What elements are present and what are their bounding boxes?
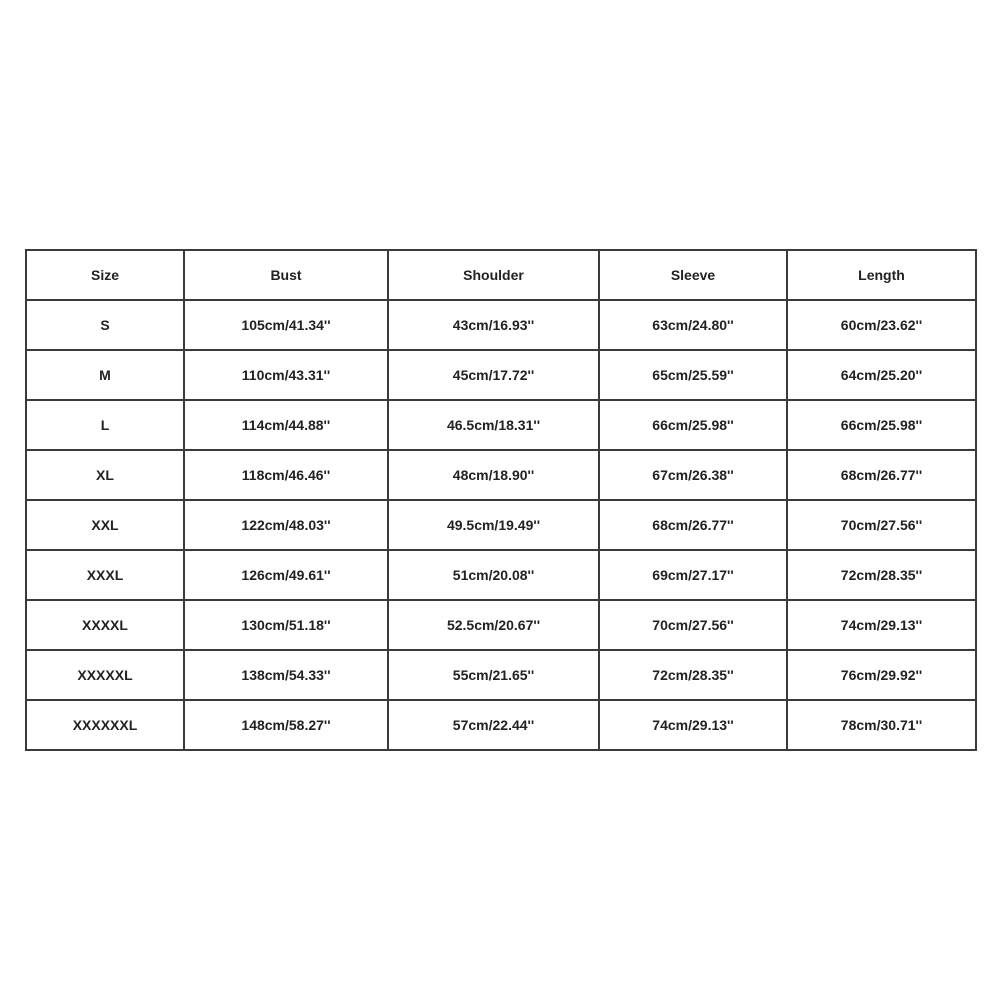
- cell-size: XXL: [26, 500, 184, 550]
- cell-bust: 122cm/48.03'': [184, 500, 388, 550]
- cell-size: XL: [26, 450, 184, 500]
- header-shoulder: Shoulder: [388, 250, 599, 300]
- cell-length: 68cm/26.77'': [787, 450, 976, 500]
- cell-bust: 130cm/51.18'': [184, 600, 388, 650]
- cell-size: XXXXXXL: [26, 700, 184, 750]
- table-header-row: [26, 250, 976, 300]
- cell-size: S: [26, 300, 184, 350]
- table-row: [26, 600, 976, 650]
- cell-bust: 105cm/41.34'': [184, 300, 388, 350]
- cell-size: L: [26, 400, 184, 450]
- cell-sleeve: 63cm/24.80'': [599, 300, 787, 350]
- table-row: [26, 400, 976, 450]
- header-bust: Bust: [184, 250, 388, 300]
- cell-shoulder: 52.5cm/20.67'': [388, 600, 599, 650]
- cell-size: XXXL: [26, 550, 184, 600]
- cell-shoulder: 45cm/17.72'': [388, 350, 599, 400]
- table-body: [26, 300, 976, 750]
- cell-sleeve: 68cm/26.77'': [599, 500, 787, 550]
- cell-length: 66cm/25.98'': [787, 400, 976, 450]
- cell-shoulder: 48cm/18.90'': [388, 450, 599, 500]
- table-row: [26, 450, 976, 500]
- cell-size: M: [26, 350, 184, 400]
- cell-bust: 126cm/49.61'': [184, 550, 388, 600]
- cell-length: 74cm/29.13'': [787, 600, 976, 650]
- cell-shoulder: 43cm/16.93'': [388, 300, 599, 350]
- cell-shoulder: 46.5cm/18.31'': [388, 400, 599, 450]
- table-row: [26, 350, 976, 400]
- cell-bust: 110cm/43.31'': [184, 350, 388, 400]
- cell-shoulder: 57cm/22.44'': [388, 700, 599, 750]
- header-length: Length: [787, 250, 976, 300]
- table-row: [26, 700, 976, 750]
- cell-sleeve: 70cm/27.56'': [599, 600, 787, 650]
- table-row: [26, 550, 976, 600]
- table-row: [26, 500, 976, 550]
- cell-sleeve: 66cm/25.98'': [599, 400, 787, 450]
- cell-size: XXXXXL: [26, 650, 184, 700]
- cell-shoulder: 55cm/21.65'': [388, 650, 599, 700]
- table-row: [26, 300, 976, 350]
- size-chart-table: [25, 249, 977, 751]
- cell-length: 70cm/27.56'': [787, 500, 976, 550]
- cell-bust: 138cm/54.33'': [184, 650, 388, 700]
- cell-size: XXXXL: [26, 600, 184, 650]
- cell-shoulder: 51cm/20.08'': [388, 550, 599, 600]
- cell-sleeve: 67cm/26.38'': [599, 450, 787, 500]
- table-row: [26, 650, 976, 700]
- cell-sleeve: 72cm/28.35'': [599, 650, 787, 700]
- cell-length: 76cm/29.92'': [787, 650, 976, 700]
- cell-bust: 118cm/46.46'': [184, 450, 388, 500]
- header-sleeve: Sleeve: [599, 250, 787, 300]
- cell-sleeve: 65cm/25.59'': [599, 350, 787, 400]
- cell-length: 64cm/25.20'': [787, 350, 976, 400]
- cell-bust: 114cm/44.88'': [184, 400, 388, 450]
- cell-shoulder: 49.5cm/19.49'': [388, 500, 599, 550]
- cell-bust: 148cm/58.27'': [184, 700, 388, 750]
- cell-length: 78cm/30.71'': [787, 700, 976, 750]
- cell-sleeve: 74cm/29.13'': [599, 700, 787, 750]
- cell-sleeve: 69cm/27.17'': [599, 550, 787, 600]
- cell-length: 60cm/23.62'': [787, 300, 976, 350]
- cell-length: 72cm/28.35'': [787, 550, 976, 600]
- header-size: Size: [26, 250, 184, 300]
